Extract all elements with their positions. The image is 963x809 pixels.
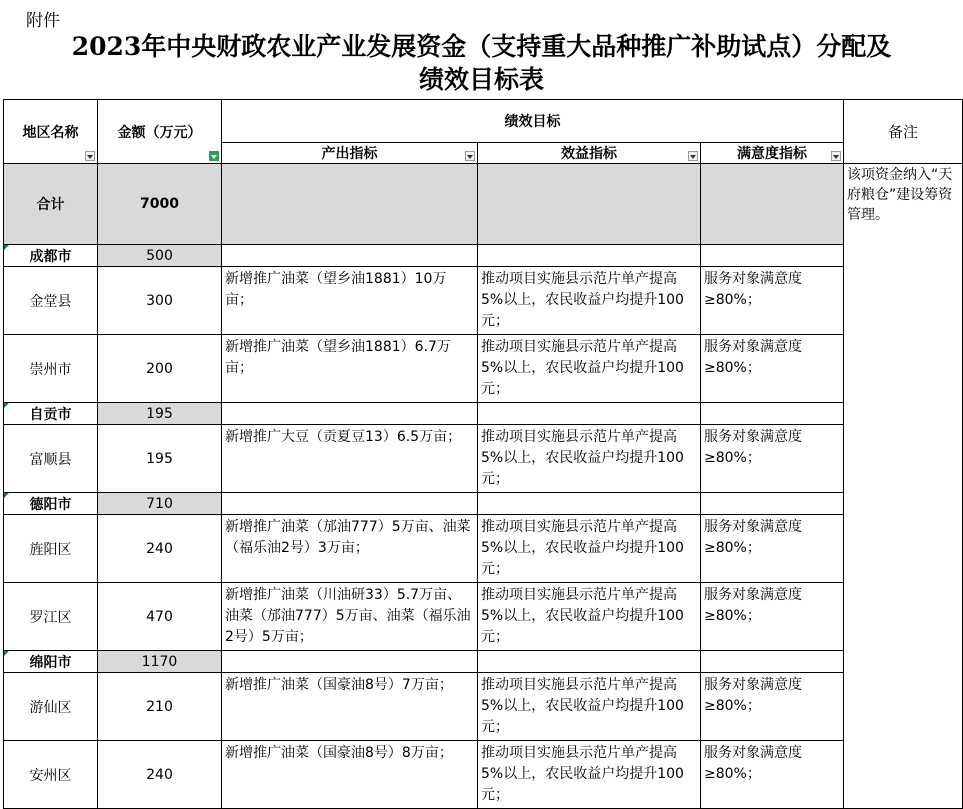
output-indicator: 新增推广油菜（邡油777）5万亩、油菜（福乐油2号）3万亩；: [222, 515, 478, 583]
header-benefit: 效益指标: [478, 143, 701, 164]
document-title: [0, 30, 963, 96]
county-row: [4, 335, 963, 403]
city-amount: 1170: [98, 651, 222, 673]
satisfaction-indicator: 服务对象满意度≥80%；: [701, 673, 844, 741]
header-amount: 金额（万元）: [98, 100, 222, 164]
empty-cell: [222, 403, 478, 425]
output-indicator: 新增推广油菜（国豪油8号）7万亩；: [222, 673, 478, 741]
satisfaction-indicator: 服务对象满意度≥80%；: [701, 335, 844, 403]
satisfaction-indicator: 服务对象满意度≥80%；: [701, 425, 844, 493]
county-name: 金堂县: [4, 267, 98, 335]
city-name: 德阳市: [4, 493, 98, 515]
county-amount: 240: [98, 515, 222, 583]
header-satisfaction: 满意度指标: [701, 143, 844, 164]
empty-cell: [222, 651, 478, 673]
total-satisfaction-cell: [701, 164, 844, 245]
county-name: 富顺县: [4, 425, 98, 493]
empty-cell: [222, 245, 478, 267]
county-row: [4, 673, 963, 741]
benefit-filter-dropdown-icon[interactable]: [688, 151, 698, 161]
county-row: [4, 515, 963, 583]
empty-cell: [478, 245, 701, 267]
benefit-indicator: 推动项目实施县示范片单产提高5%以上，农民收益户均提升100元；: [478, 583, 701, 651]
output-indicator: 新增推广油菜（国豪油8号）8万亩；: [222, 741, 478, 809]
total-benefit-cell: [478, 164, 701, 245]
city-row: [4, 403, 963, 425]
city-name: 成都市: [4, 245, 98, 267]
benefit-indicator: 推动项目实施县示范片单产提高5%以上，农民收益户均提升100元；: [478, 267, 701, 335]
county-name: 罗江区: [4, 583, 98, 651]
city-row: [4, 245, 963, 267]
city-name: 自贡市: [4, 403, 98, 425]
benefit-indicator: 推动项目实施县示范片单产提高5%以上，农民收益户均提升100元；: [478, 335, 701, 403]
city-row: [4, 493, 963, 515]
county-row: [4, 425, 963, 493]
satisfaction-indicator: 服务对象满意度≥80%；: [701, 741, 844, 809]
city-amount: 710: [98, 493, 222, 515]
benefit-indicator: 推动项目实施县示范片单产提高5%以上，农民收益户均提升100元；: [478, 515, 701, 583]
empty-cell: [478, 651, 701, 673]
benefit-indicator: 推动项目实施县示范片单产提高5%以上，农民收益户均提升100元；: [478, 741, 701, 809]
satisfaction-indicator: 服务对象满意度≥80%；: [701, 583, 844, 651]
county-amount: 240: [98, 741, 222, 809]
header-remarks: 备注: [844, 100, 963, 164]
empty-cell: [478, 493, 701, 515]
header-performance: 绩效目标: [222, 100, 844, 143]
empty-cell: [701, 493, 844, 515]
satisfaction-indicator: 服务对象满意度≥80%；: [701, 267, 844, 335]
county-amount: 210: [98, 673, 222, 741]
city-amount: 500: [98, 245, 222, 267]
county-amount: 195: [98, 425, 222, 493]
county-name: 安州区: [4, 741, 98, 809]
empty-cell: [701, 651, 844, 673]
output-indicator: 新增推广油菜（望乡油1881）6.7万亩；: [222, 335, 478, 403]
empty-cell: [701, 403, 844, 425]
remarks-cell: 该项资金纳入“天府粮仓”建设筹资管理。: [844, 164, 963, 809]
region-filter-dropdown-icon[interactable]: [85, 151, 95, 161]
title-line-2: 绩效目标表: [418, 65, 544, 94]
header-region: 地区名称: [4, 100, 98, 164]
county-amount: 300: [98, 267, 222, 335]
output-indicator: 新增推广大豆（贡夏豆13）6.5万亩；: [222, 425, 478, 493]
output-indicator: 新增推广油菜（川油研33）5.7万亩、油菜（邡油777）5万亩、油菜（福乐油2号）5万亩；: [222, 583, 478, 651]
total-output-cell: [222, 164, 478, 245]
county-name: 崇州市: [4, 335, 98, 403]
satisfaction-indicator: 服务对象满意度≥80%；: [701, 515, 844, 583]
county-amount: 200: [98, 335, 222, 403]
county-name: 游仙区: [4, 673, 98, 741]
allocation-table: [3, 99, 963, 809]
attachment-label: 附件: [26, 11, 60, 31]
total-label: 合计: [4, 164, 98, 245]
satisfaction-filter-dropdown-icon[interactable]: [831, 151, 841, 161]
city-name: 绵阳市: [4, 651, 98, 673]
empty-cell: [478, 403, 701, 425]
county-row: [4, 267, 963, 335]
output-filter-dropdown-icon[interactable]: [465, 151, 475, 161]
empty-cell: [222, 493, 478, 515]
empty-cell: [701, 245, 844, 267]
header-output: 产出指标: [222, 143, 478, 164]
output-indicator: 新增推广油菜（望乡油1881）10万亩；: [222, 267, 478, 335]
county-amount: 470: [98, 583, 222, 651]
amount-filter-active-icon[interactable]: [209, 151, 219, 161]
county-row: [4, 583, 963, 651]
benefit-indicator: 推动项目实施县示范片单产提高5%以上，农民收益户均提升100元；: [478, 425, 701, 493]
benefit-indicator: 推动项目实施县示范片单产提高5%以上，农民收益户均提升100元；: [478, 673, 701, 741]
title-line-1: 2023年中央财政农业产业发展资金（支持重大品种推广补助试点）分配及: [71, 32, 892, 61]
total-row: [4, 164, 963, 245]
county-name: 旌阳区: [4, 515, 98, 583]
total-amount: 7000: [98, 164, 222, 245]
city-row: [4, 651, 963, 673]
city-amount: 195: [98, 403, 222, 425]
